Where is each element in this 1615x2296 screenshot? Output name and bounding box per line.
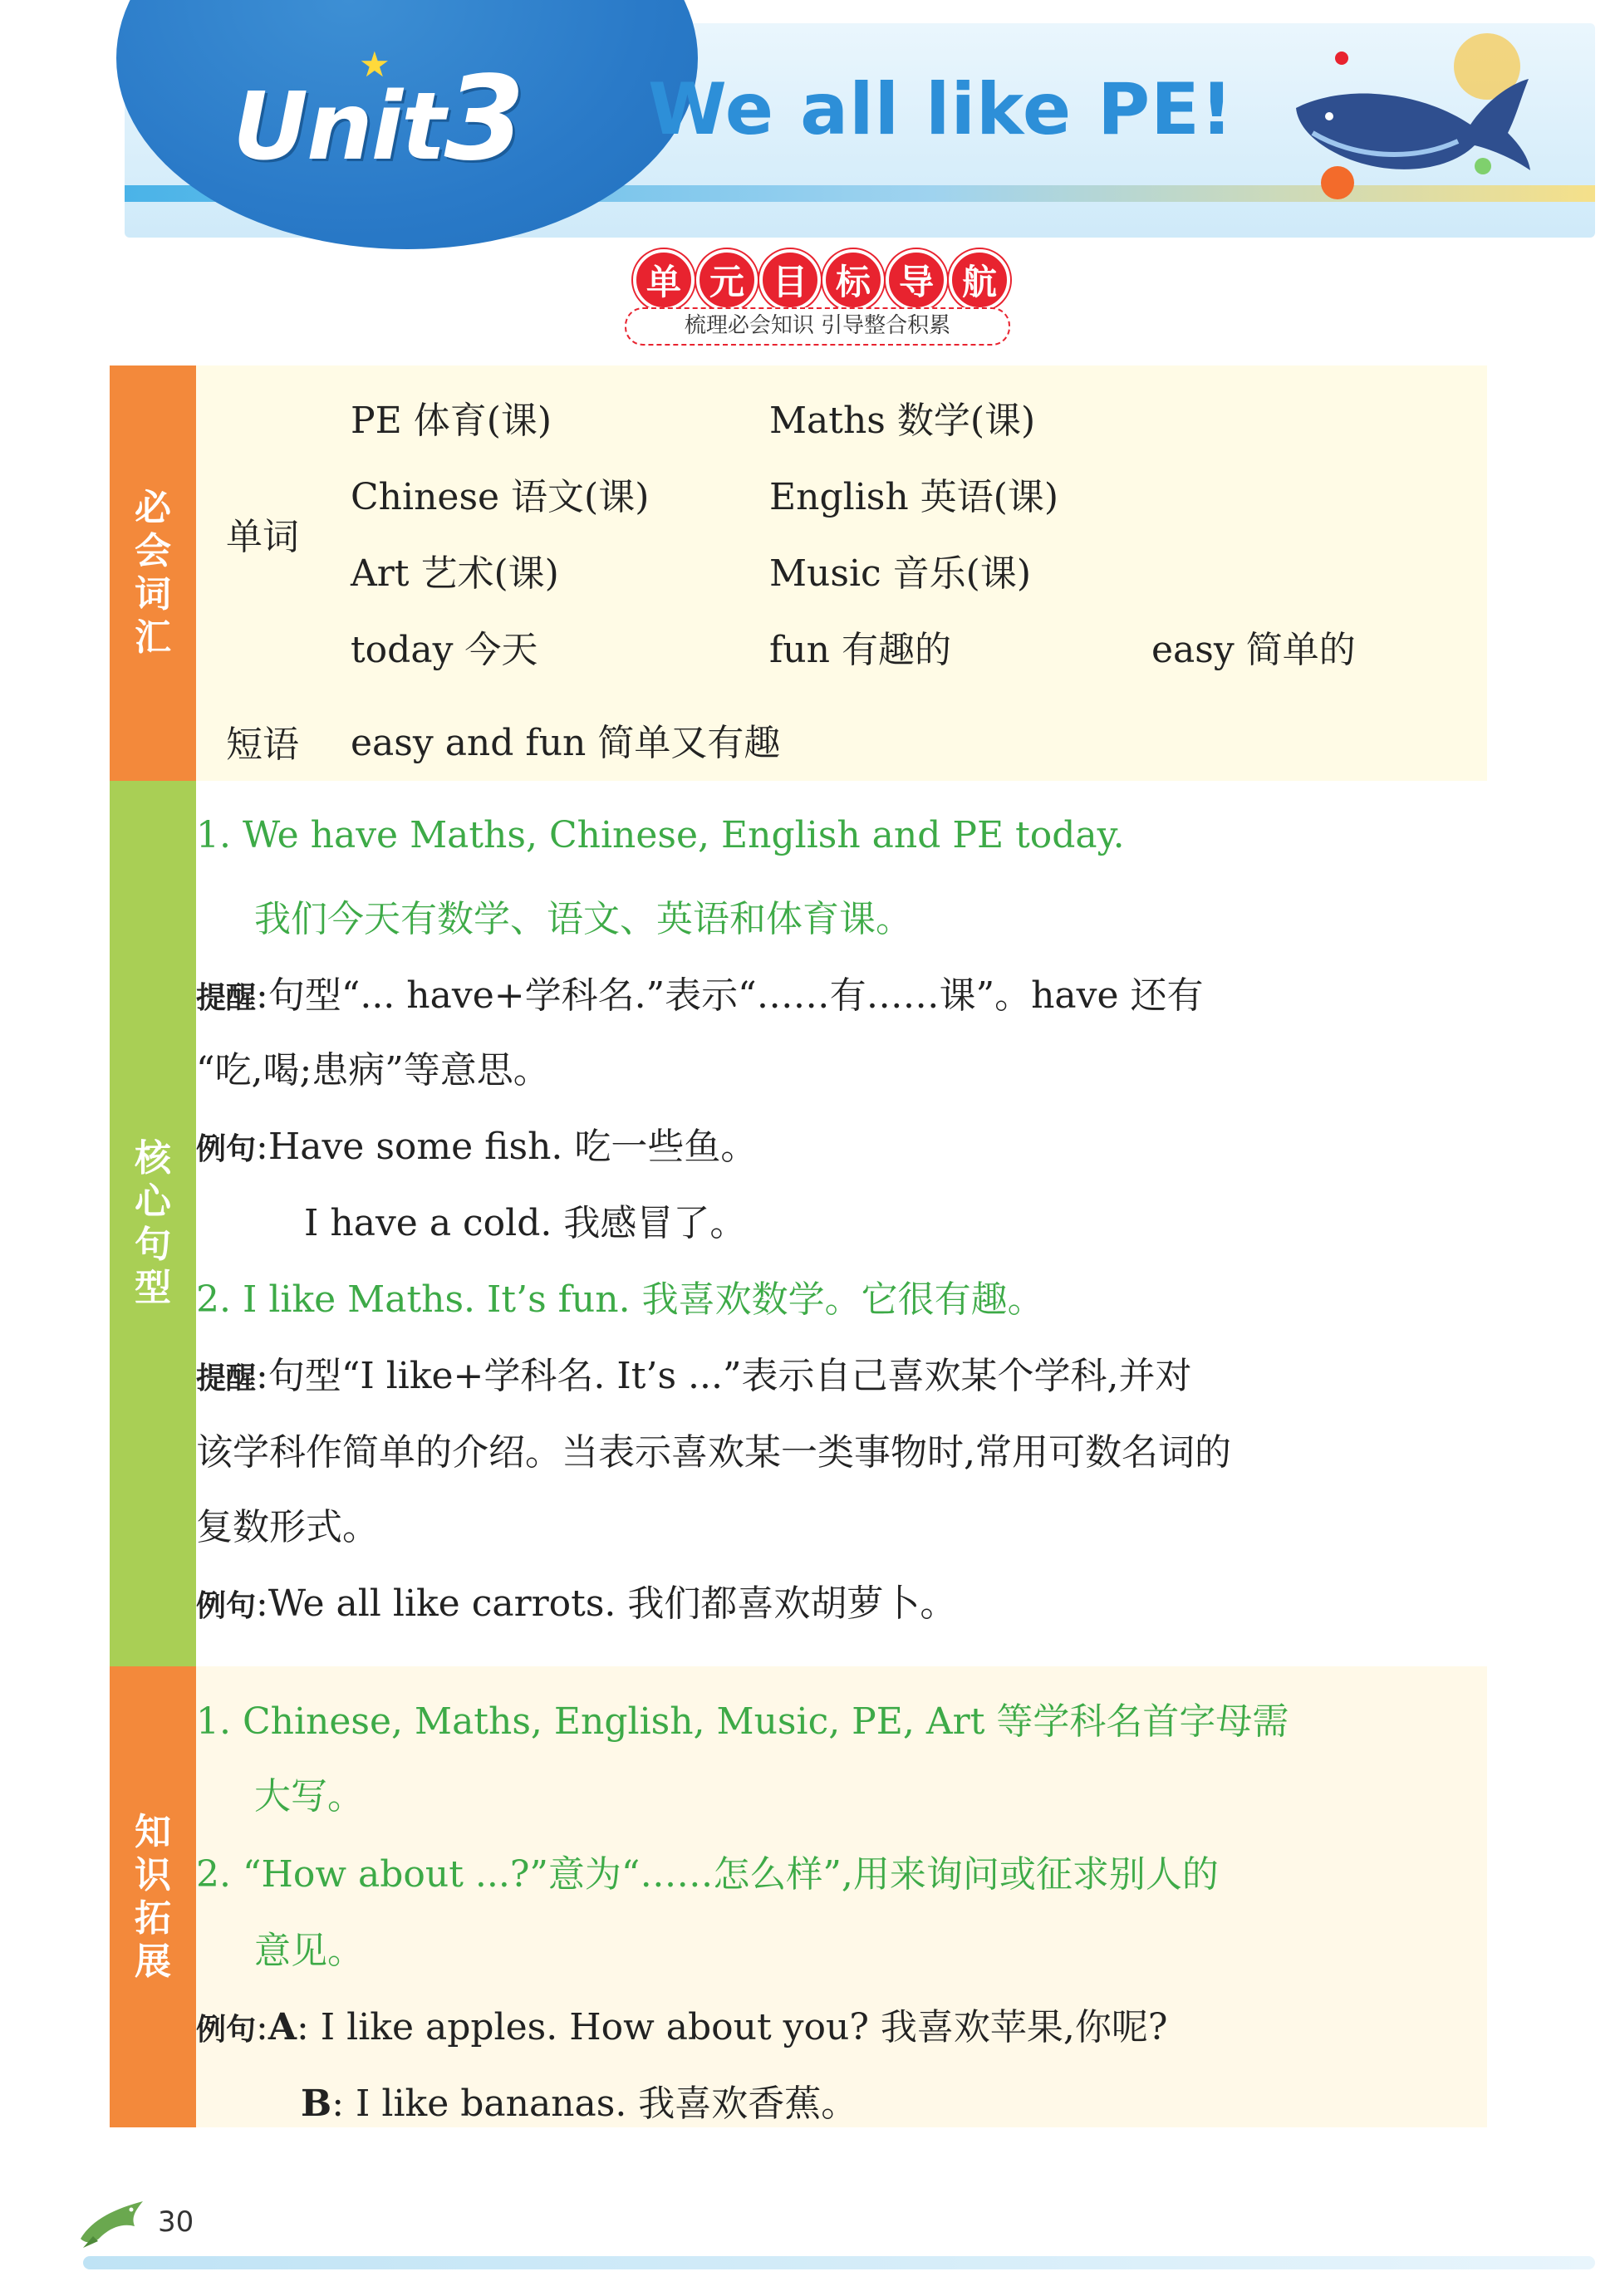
vocab-word: Chinese 语文(课) xyxy=(351,476,650,518)
knowledge-extension-section xyxy=(110,1666,1487,2127)
whale-icon xyxy=(1279,33,1537,216)
footer-band xyxy=(83,2256,1595,2269)
point-1-line-2: 大写。 xyxy=(254,1775,364,1818)
example-label: 例句 xyxy=(196,2013,257,2047)
knowledge-extension-body xyxy=(196,1666,1487,2127)
vocab-word: PE 体育(课) xyxy=(351,400,552,442)
tip-1-line-1: 提醒:句型“... have+学科名.”表示“……有……课”。have 还有 xyxy=(196,974,1204,1017)
dialog-a: 例句:A: I like apples. How about you? 我喜欢苹果,你呢? xyxy=(196,2006,1168,2048)
star-icon: ★ xyxy=(359,44,390,85)
speaker-a-label: A xyxy=(268,2006,297,2048)
example-label: 例句 xyxy=(196,1589,257,1623)
vocab-word: today 今天 xyxy=(351,629,538,671)
point-2-line-1: 2. “How about ...?”意为“……怎么样”,用来询问或征求别人的 xyxy=(196,1853,1219,1896)
tip-2-line-2: 该学科作简单的介绍。当表示喜欢某一类事物时,常用可数名词的 xyxy=(196,1431,1231,1474)
nav-char: 元 xyxy=(696,249,758,311)
vocab-word: Music 音乐(课) xyxy=(769,552,1032,595)
page-number: 30 xyxy=(158,2205,194,2239)
sentence-1-zh: 我们今天有数学、语文、英语和体育课。 xyxy=(254,898,912,940)
vocabulary-section xyxy=(110,365,1487,781)
words-label: 单词 xyxy=(226,516,299,558)
speaker-b-label: B xyxy=(301,2083,332,2125)
point-2-line-2: 意见。 xyxy=(254,1930,364,1972)
core-sentences-tab: 核心句型 xyxy=(110,781,196,1666)
unit-number: 3 xyxy=(444,52,524,187)
section-nav-badge xyxy=(625,249,1015,349)
core-sentences-body xyxy=(196,781,1487,1666)
vocab-word: easy 简单的 xyxy=(1151,629,1356,671)
nav-char: 航 xyxy=(949,249,1010,311)
dialog-b: B: I like bananas. 我喜欢香蕉。 xyxy=(301,2083,858,2125)
tip-2-line-3: 复数形式。 xyxy=(196,1506,379,1548)
nav-char: 单 xyxy=(633,249,695,311)
tip-label: 提醒 xyxy=(196,1361,257,1396)
vocabulary-body xyxy=(196,365,1487,781)
vocab-word: fun 有趣的 xyxy=(769,629,951,671)
example-label: 例句 xyxy=(196,1132,257,1166)
tip-label: 提醒 xyxy=(196,981,257,1015)
unit-word: Unit xyxy=(233,73,444,181)
sentence-1-en: 1. We have Maths, Chinese, English and PE today. xyxy=(196,814,1125,856)
nav-char: 导 xyxy=(886,249,947,311)
vocab-word: Maths 数学(课) xyxy=(769,400,1036,442)
tip-2-line-1: 提醒:句型“I like+学科名. It’s ...”表示自己喜欢某个学科,并对 xyxy=(196,1355,1192,1397)
vocab-phrase: easy and fun 简单又有趣 xyxy=(351,722,781,764)
nav-title xyxy=(633,249,1010,311)
dolphin-icon xyxy=(76,2193,151,2251)
vocab-word: Art 艺术(课) xyxy=(351,552,559,595)
example-2: 例句:We all like carrots. 我们都喜欢胡萝卜。 xyxy=(196,1582,957,1625)
nav-subtitle: 梳理必会知识 引导整合积累 xyxy=(625,307,1010,346)
core-sentences-section xyxy=(110,781,1487,1666)
unit-title: We all like PE! xyxy=(648,68,1235,151)
vocab-word: English 英语(课) xyxy=(769,476,1059,518)
tip-1-line-2: “吃,喝;患病”等意思。 xyxy=(196,1049,550,1092)
example-1-line-1: 例句:Have some fish. 吃一些鱼。 xyxy=(196,1126,758,1168)
sentence-2: 2. I like Maths. It’s fun. 我喜欢数学。它很有趣。 xyxy=(196,1278,1044,1321)
point-1-line-1: 1. Chinese, Maths, English, Music, PE, Art 等学科名首字母需 xyxy=(196,1700,1289,1743)
knowledge-extension-tab: 知识拓展 xyxy=(110,1666,196,2127)
vocabulary-tab: 必会词汇 xyxy=(110,365,196,781)
nav-char: 标 xyxy=(822,249,884,311)
nav-char: 目 xyxy=(759,249,821,311)
example-1-line-2: I have a cold. 我感冒了。 xyxy=(304,1202,747,1244)
phrases-label: 短语 xyxy=(226,724,299,766)
